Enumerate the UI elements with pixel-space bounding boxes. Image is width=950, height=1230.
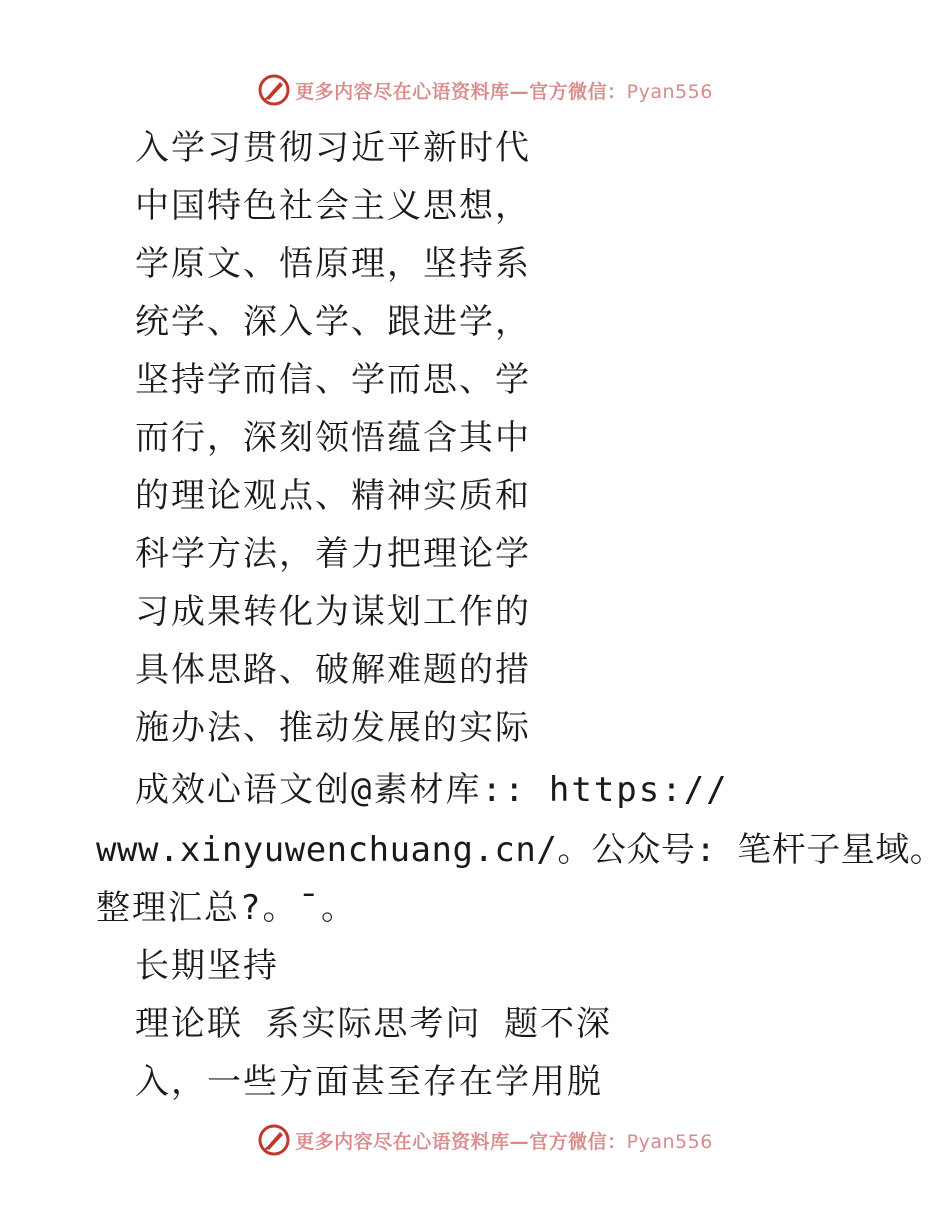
text-line: 习成果转化为谋划工作的 bbox=[135, 592, 531, 632]
text-line: 坚持学而信、学而思、学 bbox=[135, 360, 531, 400]
header-watermark-banner bbox=[0, 70, 950, 110]
text-line: 理论联 系实际思考问 题不深 bbox=[135, 1004, 612, 1044]
text-line: 统学、深入学、跟进学， bbox=[135, 302, 531, 342]
text-line: 长期坚持 bbox=[135, 946, 279, 986]
footer-watermark-banner bbox=[0, 1120, 950, 1160]
text-line: 具体思路、破解难题的措 bbox=[135, 650, 531, 690]
text-line: 入学习贯彻习近平新时代 bbox=[135, 128, 531, 168]
text-line: 整理汇总?。¯。 bbox=[96, 888, 357, 928]
quill-logo-icon bbox=[257, 73, 291, 107]
text-line: 入，一些方面甚至存在学用脱 bbox=[135, 1062, 603, 1102]
header-watermark-text: 更多内容尽在心语资料库—官方微信：Pyan556 bbox=[295, 80, 713, 103]
quill-logo-icon bbox=[257, 1123, 291, 1157]
footer-watermark-text: 更多内容尽在心语资料库—官方微信：Pyan556 bbox=[295, 1130, 713, 1153]
text-line: 科学方法，着力把理论学 bbox=[135, 534, 531, 574]
text-line: 而行，深刻领悟蕴含其中 bbox=[135, 418, 531, 458]
text-line: 中国特色社会主义思想， bbox=[135, 186, 531, 226]
text-line: 的理论观点、精神实质和 bbox=[135, 476, 531, 516]
text-line: 成效心语文创@素材库:: https:// bbox=[135, 770, 729, 810]
text-line: www.xinyuwenchuang.cn/。公众号: 笔杆子星域。 bbox=[96, 830, 945, 870]
text-line: 施办法、推动发展的实际 bbox=[135, 708, 531, 748]
text-line: 学原文、悟原理，坚持系 bbox=[135, 244, 531, 284]
